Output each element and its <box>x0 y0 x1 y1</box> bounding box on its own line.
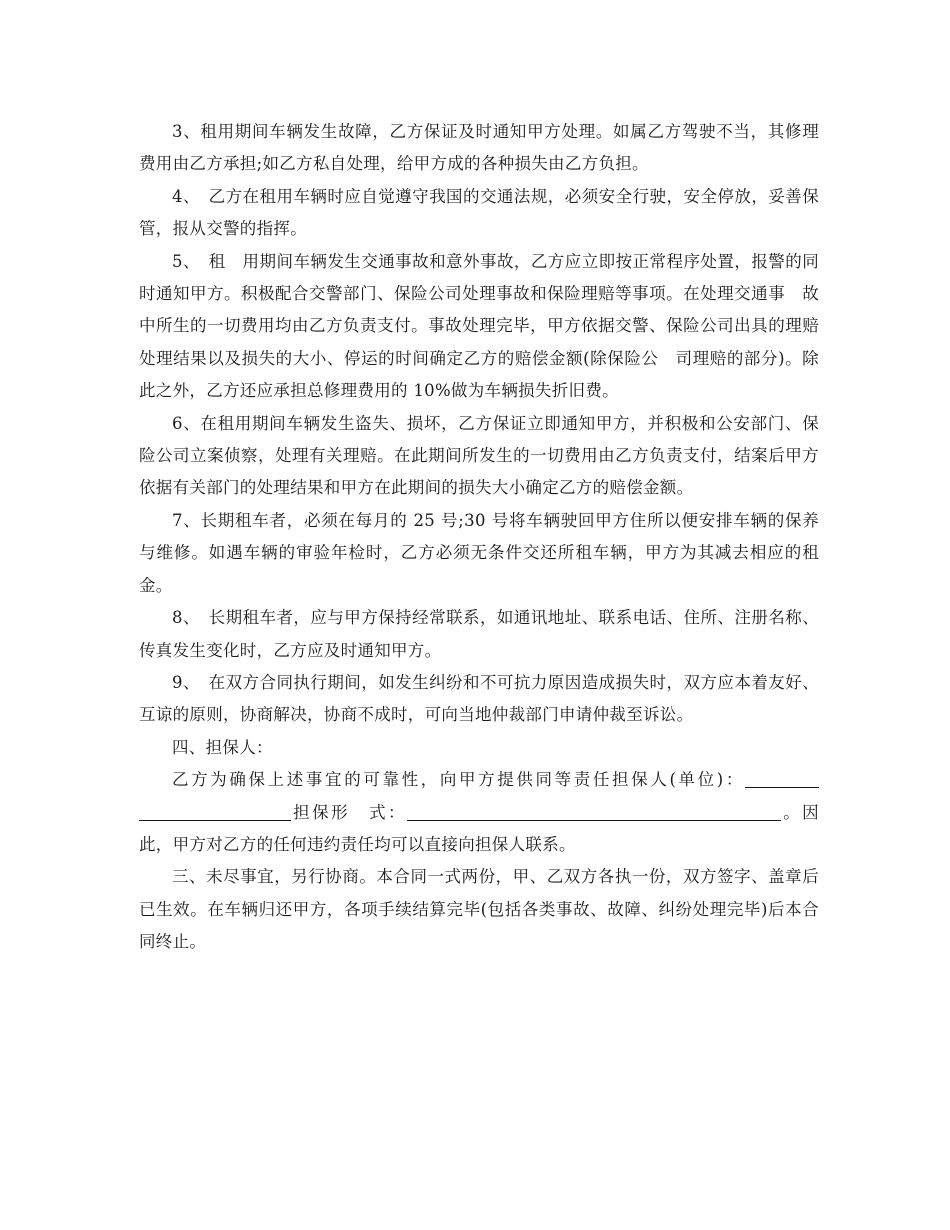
clause-9: 9、 在双方合同执行期间，如发生纠纷和不可抗力原因造成损失时，双方应本着友好、互谅的原则，协商解决，协商不成时，可向当地仲裁部门申请仲裁至诉讼。 <box>139 672 819 725</box>
guarantor-form-blank <box>407 802 781 821</box>
guarantor-tail: 。因此，甲方对乙方的任何违约责任均可以直接向担保人联系。 <box>139 802 819 854</box>
section-guarantor-heading: 四、担保人： <box>172 737 273 757</box>
clause-6: 6、在租用期间车辆发生盗失、损坏，乙方保证立即通知甲方，并积极和公安部门、保险公司立案侦察，处理有关理赔。在此期间所发生的一切费用由乙方负责支付，结案后甲方依据有关部门的处理结果和甲方在此期间的损失大小确定乙方的赔偿金额。 <box>139 413 819 498</box>
clause-7: 7、长期租车者，必须在每月的 25 号;30 号将车辆驶回甲方住所以便安排车辆的保养与维修。如遇车辆的审验年检时，乙方必须无条件交还所租车辆，甲方为其减去相应的租金。 <box>139 510 819 595</box>
guarantor-paragraph <box>139 764 819 861</box>
guarantor-name-blank <box>745 769 819 788</box>
clause-4: 4、 乙方在租用车辆时应自觉遵守我国的交通法规，必须安全行驶，安全停放，妥善保管，报从交警的指挥。 <box>139 186 819 239</box>
guarantor-form-label: 担保形 式： <box>291 802 408 822</box>
clause-8: 8、 长期租车者，应与甲方保持经常联系，如通讯地址、联系电话、住所、注册名称、传真发生变化时，乙方应及时通知甲方。 <box>139 608 819 660</box>
clause-5: 5、 租 用期间车辆发生交通事故和意外事故，乙方应立即按正常程序处置，报警的同时通知甲方。积极配合交警部门、保险公司处理事故和保险理赔等事项。在处理交通事 故中所生的一切费用均由乙方负责支付。事故处理完毕，甲方依据交警、保险公司出具的理赔处理结果以及损失的大小、停运的时间确定乙方的赔偿金额(除保险公 司理赔的部分)。除此之外，乙方还应承担总修理费用的 10%做为车辆损失折旧费。 <box>139 251 819 401</box>
guarantor-name-blank-cont <box>139 802 291 821</box>
clause-3: 3、租用期间车辆发生故障，乙方保证及时通知甲方处理。如属乙方驾驶不当，其修理费用由乙方承担;如乙方私自处理，给甲方成的各种损失由乙方负担。 <box>139 122 819 174</box>
document-page <box>139 116 819 959</box>
closing-clause: 三、未尽事宜，另行协商。本合同一式两份，甲、乙双方各执一份，双方签字、盖章后已生效。在车辆归还甲方，各项手续结算完毕(包括各类事故、故障、纠纷处理完毕)后本合同终止。 <box>139 867 819 952</box>
guarantor-intro: 乙方为确保上述事宜的可靠性，向甲方提供同等责任担保人(单位)： <box>172 770 745 790</box>
